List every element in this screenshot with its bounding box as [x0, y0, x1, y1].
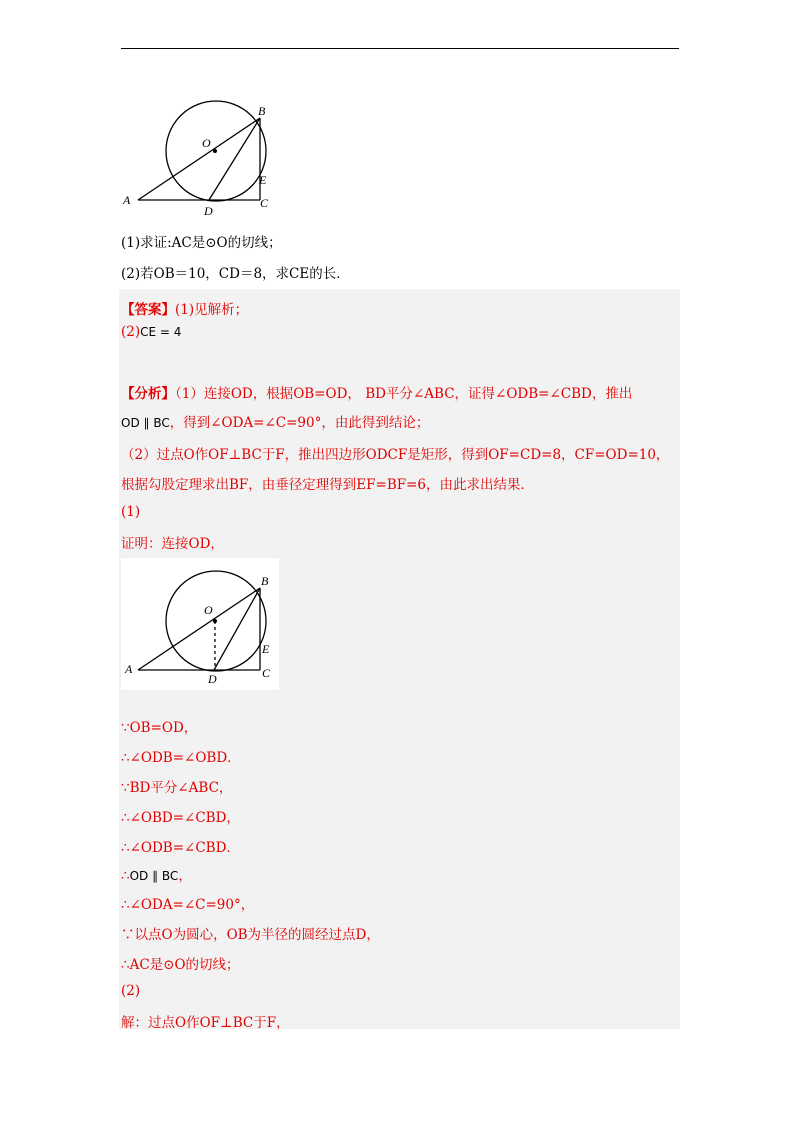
answer-label: 【答案】: [121, 302, 175, 318]
question-part-1: (1)求证:AC是⊙O的切线；: [121, 235, 282, 251]
label-D: D: [204, 204, 213, 218]
label-O: O: [202, 136, 211, 150]
analysis-line-1: [121, 382, 632, 402]
proof-step-2: ∴∠ODB=∠OBD．: [121, 750, 241, 766]
proof-step-8: ∵以点O为圆心，OB为半径的圆经过点D，: [121, 927, 380, 943]
geometry-figure-1: [121, 95, 281, 220]
proof-step-6-suffix: ，: [178, 868, 192, 884]
analysis-label: 【分析】: [121, 386, 175, 402]
analysis-line-4: 根据勾股定理求出BF，由垂径定理得到EF=BF=6，由此求出结果．: [121, 477, 535, 493]
proof-step-7: ∴∠ODA=∠C=90°，: [121, 897, 255, 913]
solution-part-1-label: (1): [121, 504, 141, 520]
analysis-text-2: ，得到∠ODA=∠C=90°，由此得到结论；: [169, 415, 430, 431]
solution-part-2-label: (2): [121, 983, 141, 999]
analysis-line-2: [121, 411, 429, 431]
label-E-2: E: [262, 642, 270, 656]
geometry-figure-1-svg: [121, 95, 281, 220]
proof-step-1: ∵OB=OD，: [121, 720, 198, 736]
answer-part-2-math: CE = 4: [140, 325, 182, 339]
proof-step-6-prefix: ∴: [121, 868, 130, 884]
proof-step-3: ∵BD平分∠ABC，: [121, 780, 233, 796]
label-B: B: [258, 104, 266, 118]
label-C: C: [260, 196, 269, 210]
proof-intro: 证明：连接OD，: [121, 536, 224, 552]
label-A: A: [123, 193, 131, 207]
label-D-2: D: [208, 672, 217, 686]
proof-step-9: ∴AC是⊙O的切线；: [121, 957, 240, 973]
question-part-2: (2)若OB＝10，CD＝8，求CE的长．: [121, 266, 350, 282]
answer-line-2: [121, 324, 181, 340]
solution-step-10: 解：过点O作OF⊥BC于F，: [121, 1015, 290, 1031]
proof-step-5: ∴∠ODB=∠CBD．: [121, 840, 240, 856]
label-E: E: [259, 173, 267, 187]
answer-line-1: [121, 298, 248, 318]
analysis-line-3: （2）过点O作OF⊥BC于F，推出四边形ODCF是矩形，得到OF=CD=8，CF=OD=10，: [121, 447, 670, 463]
proof-step-6: [121, 864, 192, 884]
geometry-figure-2-svg: [121, 565, 281, 690]
label-C-2: C: [262, 666, 271, 680]
analysis-parallel-math: OD ∥ BC: [121, 416, 170, 430]
header-rule: [121, 48, 679, 49]
label-A-2: A: [125, 662, 133, 676]
answer-part-1: (1)见解析；: [175, 302, 249, 318]
answer-part-2-prefix: (2): [121, 324, 141, 340]
geometry-figure-2: [121, 565, 281, 690]
label-O-2: O: [204, 603, 213, 617]
label-B-2: B: [261, 574, 269, 588]
proof-step-4: ∴∠OBD=∠CBD，: [121, 810, 240, 826]
proof-step-6-math: OD ∥ BC: [129, 869, 179, 883]
analysis-text-1: （1）连接OD，根据OB=OD， BD平分∠ABC，证得∠ODB=∠CBD，推出: [175, 386, 633, 402]
